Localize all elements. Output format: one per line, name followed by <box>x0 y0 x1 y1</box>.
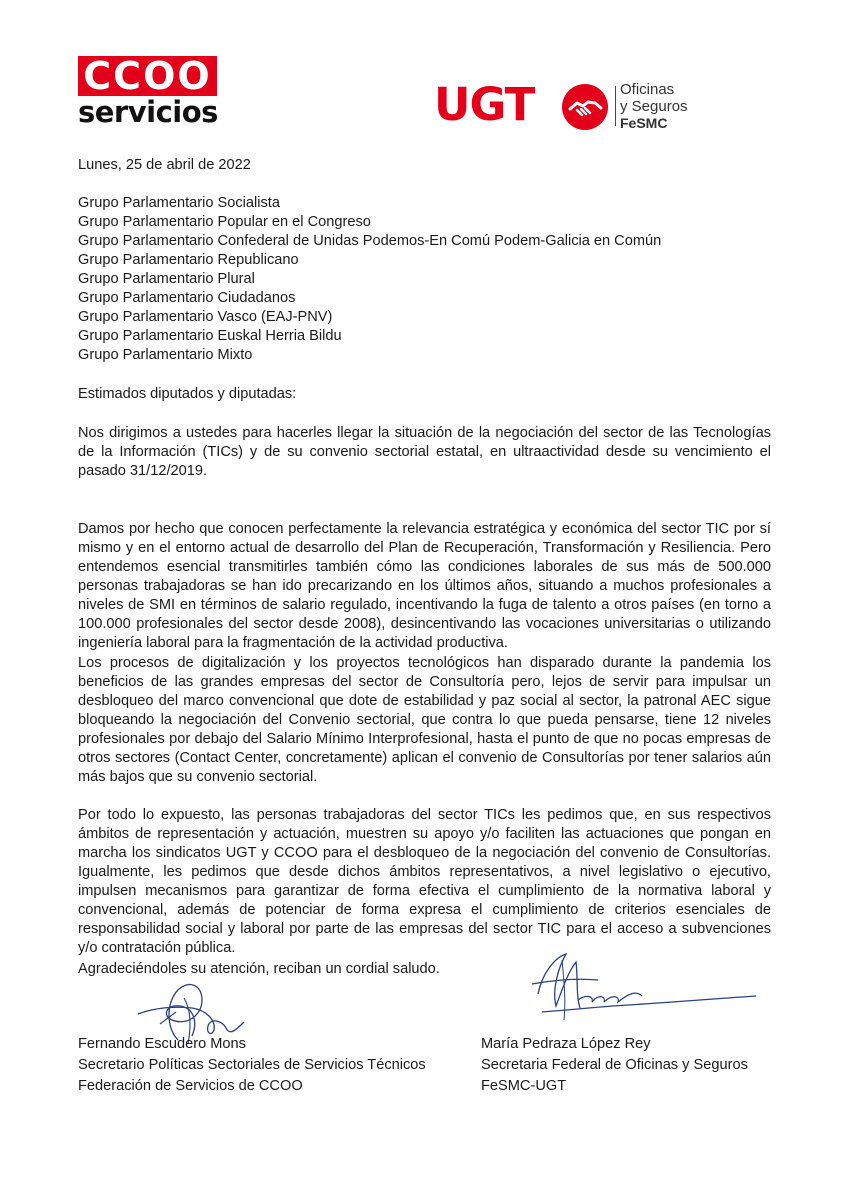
ugt-subtitle-line1: Oficinas <box>620 81 675 98</box>
recipient-item: Grupo Parlamentario Vasco (EAJ-PNV) <box>78 309 333 325</box>
signatory-title: Secretario Políticas Sectoriales de Servicios Técnicos <box>78 1057 426 1073</box>
signatory-title: Secretaria Federal de Oficinas y Seguros <box>481 1057 748 1073</box>
ugt-fesmc-logo <box>434 80 704 132</box>
recipient-item: Grupo Parlamentario Confederal de Unidas Podemos-En Comú Podem-Galicia en Común <box>78 233 662 249</box>
salutation: Estimados diputados y diputadas: <box>78 386 297 402</box>
recipient-item: Grupo Parlamentario Euskal Herria Bildu <box>78 328 342 344</box>
signatory-organization: Federación de Servicios de CCOO <box>78 1078 303 1094</box>
ccoo-servicios-logo <box>78 56 218 132</box>
recipient-list <box>78 194 661 365</box>
signatory-name: Fernando Escudero Mons <box>78 1036 246 1052</box>
recipient-item: Grupo Parlamentario Ciudadanos <box>78 290 296 306</box>
ugt-subtitle-line2: y Seguros <box>620 98 688 115</box>
recipient-item: Grupo Parlamentario Republicano <box>78 252 299 268</box>
letter-date: Lunes, 25 de abril de 2022 <box>78 157 251 173</box>
recipient-item: Grupo Parlamentario Plural <box>78 271 255 287</box>
ugt-separator <box>615 86 616 126</box>
ugt-wordmark: UGT <box>434 78 535 131</box>
signature-right <box>528 950 760 1034</box>
signatory-left <box>78 1034 426 1097</box>
handshake-icon <box>562 84 608 130</box>
ccoo-subtitle: servicios <box>78 95 218 129</box>
recipient-item: Grupo Parlamentario Mixto <box>78 347 253 363</box>
closing-line: Agradeciéndoles su atención, reciban un cordial saludo. <box>78 961 440 977</box>
body-paragraph: Damos por hecho que conocen perfectamente la relevancia estratégica y económica del sector TIC por sí mismo y en el entorno actual de desarrollo del Plan de Recuperación, Transformación y Resiliencia. Pero entendemos esencial transmitirles también cómo las condiciones laborales de sus más de 500.000 personas trabajadoras se han ido precarizando en los últimos años, situando a muchos profesionales a niveles de SMI en términos de salario regulado, incentivando la fuga de talento a otros países (en torno a 100.000 profesionales del sector desde 2008), desincentivando las vocaciones universitarias o utilizando ingeniería laboral para la fragmentación de la actividad productiva. <box>78 521 771 651</box>
ccoo-wordmark: CCOO <box>83 54 212 98</box>
signatory-name: María Pedraza López Rey <box>481 1036 651 1052</box>
signatory-right <box>481 1034 748 1097</box>
body-paragraph: Por todo lo expuesto, las personas trabajadoras del sector TICs les pedimos que, en sus respectivos ámbitos de representación y actuación, muestren su apoyo y/o faciliten las actuaciones que pongan en marcha los sindicatos UGT y CCOO para el desbloqueo de la negociación del convenio de Consultorías. Igualmente, les pedimos que desde dichos ámbitos representativos, a nivel legislativo o ejecutivo, impulsen mecanismos para garantizar de forma efectiva el cumplimiento de la normativa laboral y convencional, además de potenciar de forma expresa el cumplimiento de criterios esenciales de responsabilidad social y laboral por parte de las empresas del sector TIC para el acceso a subvenciones y/o contratación pública. <box>78 807 771 956</box>
body-paragraph: Nos dirigimos a ustedes para hacerles llegar la situación de la negociación del sector de las Tecnologías de la Información (TICs) y de su convenio sectorial estatal, en ultraactividad desde su vencimiento el pasado 31/12/2019. <box>78 425 771 479</box>
recipient-item: Grupo Parlamentario Popular en el Congreso <box>78 214 371 230</box>
recipient-item: Grupo Parlamentario Socialista <box>78 195 280 211</box>
ugt-subtitle-line3: FeSMC <box>620 115 668 131</box>
signatory-organization: FeSMC-UGT <box>481 1078 567 1094</box>
body-paragraph: Los procesos de digitalización y los proyectos tecnológicos han disparado durante la pandemia los beneficios de las grandes empresas del sector de Consultoría pero, lejos de servir para impulsar un desbloqueo del marco convencional que dote de estabilidad y paz social al sector, la patronal AEC sigue bloqueando la negociación del Convenio sectorial, que contra lo que pueda pensarse, tiene 12 niveles profesionales por debajo del Salario Mínimo Interprofesional, hasta el punto de que no pocas empresas de otros sectores (Contact Center, concretamente) aplican el convenio de Consultorías por tener salarios aún más bajos que su convenio sectorial. <box>78 655 771 785</box>
